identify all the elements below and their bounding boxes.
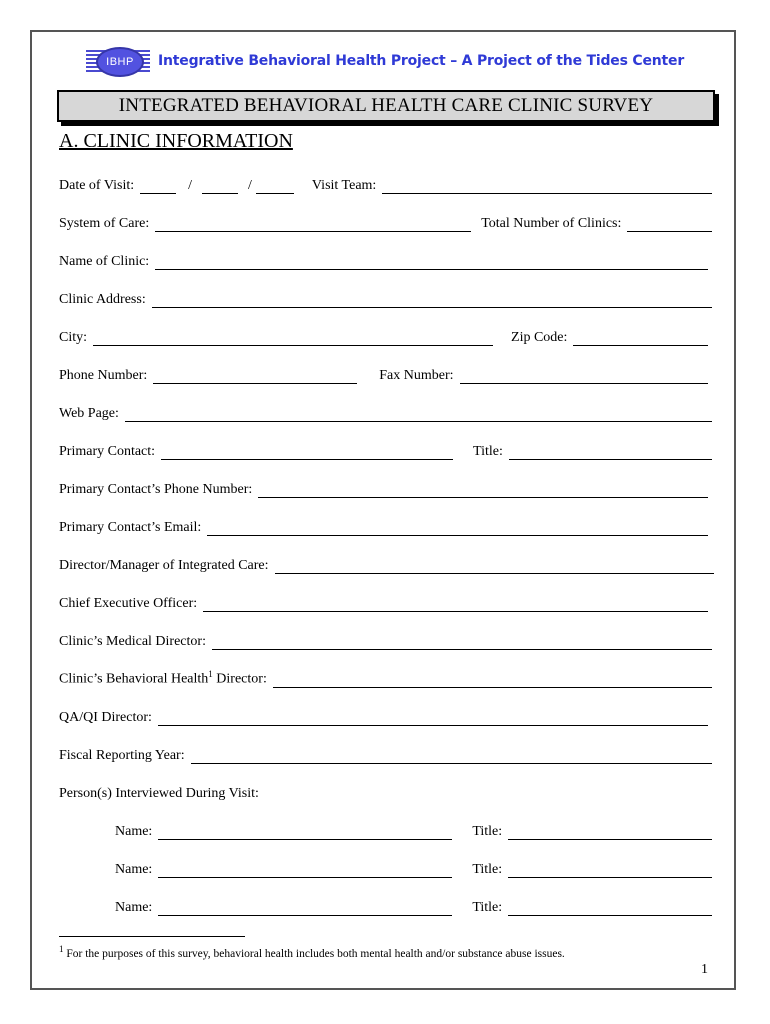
primary-contact-title-field[interactable] — [509, 445, 712, 460]
title-label: Title: — [472, 862, 503, 877]
row-clinic-name — [59, 250, 708, 270]
visit-team-label: Visit Team: — [311, 178, 377, 193]
ceo-label: Chief Executive Officer: — [59, 596, 198, 611]
person-1-name-field[interactable] — [158, 825, 452, 840]
row-system-care — [59, 212, 712, 232]
title-label: Title: — [473, 444, 503, 459]
fax-field[interactable] — [460, 369, 708, 384]
row-clinic-address — [59, 288, 712, 308]
clinic-name-label: Name of Clinic: — [59, 254, 150, 269]
phone-field[interactable] — [153, 369, 357, 384]
clinic-name-field[interactable] — [155, 255, 708, 270]
name-label: Name: — [115, 862, 153, 877]
director-manager-field[interactable] — [275, 559, 714, 574]
row-director-manager — [59, 554, 714, 574]
clinic-address-field[interactable] — [152, 293, 712, 308]
bh-director-label: Clinic’s Behavioral Health$^1$ Director: — [59, 669, 267, 687]
header — [86, 44, 684, 78]
medical-director-label: Clinic’s Medical Director: — [59, 634, 206, 649]
fiscal-year-field[interactable] — [191, 749, 712, 764]
phone-label: Phone Number: — [59, 368, 148, 383]
city-label: City: — [59, 330, 88, 345]
footnote: $^1$ For the purposes of this survey, behavioral health includes both mental health and/or substance abuse issues. — [59, 944, 565, 960]
section-heading: A. CLINIC INFORMATION — [59, 130, 293, 152]
total-clinics-label: Total Number of Clinics: — [481, 216, 622, 231]
row-city-zip — [59, 326, 708, 346]
web-page-field[interactable] — [125, 407, 712, 422]
ceo-field[interactable] — [203, 597, 708, 612]
row-pc-phone — [59, 478, 708, 498]
qa-qi-label: QA/QI Director: — [59, 710, 152, 725]
logo-text: IBHP — [96, 47, 144, 77]
footnote-divider — [59, 936, 245, 937]
primary-contact-label: Primary Contact: — [59, 444, 156, 459]
row-date-visit — [59, 174, 712, 194]
persons-interviewed-label: Person(s) Interviewed During Visit: — [59, 786, 259, 801]
zip-field[interactable] — [573, 331, 708, 346]
survey-title: INTEGRATED BEHAVIORAL HEALTH CARE CLINIC SURVEY — [57, 90, 715, 122]
row-fiscal — [59, 744, 712, 764]
row-person-3 — [115, 896, 712, 916]
pc-email-label: Primary Contact’s Email: — [59, 520, 202, 535]
name-label: Name: — [115, 824, 153, 839]
web-page-label: Web Page: — [59, 406, 119, 421]
pc-phone-label: Primary Contact’s Phone Number: — [59, 482, 253, 497]
primary-contact-field[interactable] — [161, 445, 453, 460]
pc-phone-field[interactable] — [258, 483, 708, 498]
row-qa-qi — [59, 706, 708, 726]
qa-qi-field[interactable] — [158, 711, 708, 726]
person-2-title-field[interactable] — [508, 863, 712, 878]
title-label: Title: — [472, 900, 503, 915]
date-slash: / — [248, 178, 252, 193]
ibhp-logo — [86, 44, 150, 78]
person-3-name-field[interactable] — [158, 901, 452, 916]
visit-team-field[interactable] — [382, 179, 712, 194]
medical-director-field[interactable] — [212, 635, 712, 650]
city-field[interactable] — [93, 331, 493, 346]
row-persons — [59, 782, 712, 802]
person-1-title-field[interactable] — [508, 825, 712, 840]
date-day-field[interactable] — [202, 179, 238, 194]
date-of-visit-label: Date of Visit: — [59, 178, 135, 193]
row-person-1 — [115, 820, 712, 840]
zip-label: Zip Code: — [511, 330, 568, 345]
fax-label: Fax Number: — [379, 368, 454, 383]
title-label: Title: — [472, 824, 503, 839]
row-medical-director — [59, 630, 712, 650]
row-web — [59, 402, 712, 422]
row-primary-contact — [59, 440, 712, 460]
bh-director-field[interactable] — [273, 673, 712, 688]
person-3-title-field[interactable] — [508, 901, 712, 916]
system-of-care-label: System of Care: — [59, 216, 150, 231]
row-phone-fax — [59, 364, 708, 384]
header-title: Integrative Behavioral Health Project – A Project of the Tides Center — [158, 53, 685, 69]
pc-email-field[interactable] — [207, 521, 708, 536]
fiscal-year-label: Fiscal Reporting Year: — [59, 748, 185, 763]
total-clinics-field[interactable] — [627, 217, 712, 232]
person-2-name-field[interactable] — [158, 863, 452, 878]
date-month-field[interactable] — [140, 179, 176, 194]
row-person-2 — [115, 858, 712, 878]
date-year-field[interactable] — [256, 179, 294, 194]
page-number: 1 — [701, 962, 708, 977]
director-manager-label: Director/Manager of Integrated Care: — [59, 558, 269, 573]
date-slash: / — [188, 178, 193, 193]
system-of-care-field[interactable] — [155, 217, 471, 232]
clinic-address-label: Clinic Address: — [59, 292, 146, 307]
name-label: Name: — [115, 900, 153, 915]
row-ceo — [59, 592, 708, 612]
row-bh-director — [59, 668, 712, 688]
row-pc-email — [59, 516, 708, 536]
